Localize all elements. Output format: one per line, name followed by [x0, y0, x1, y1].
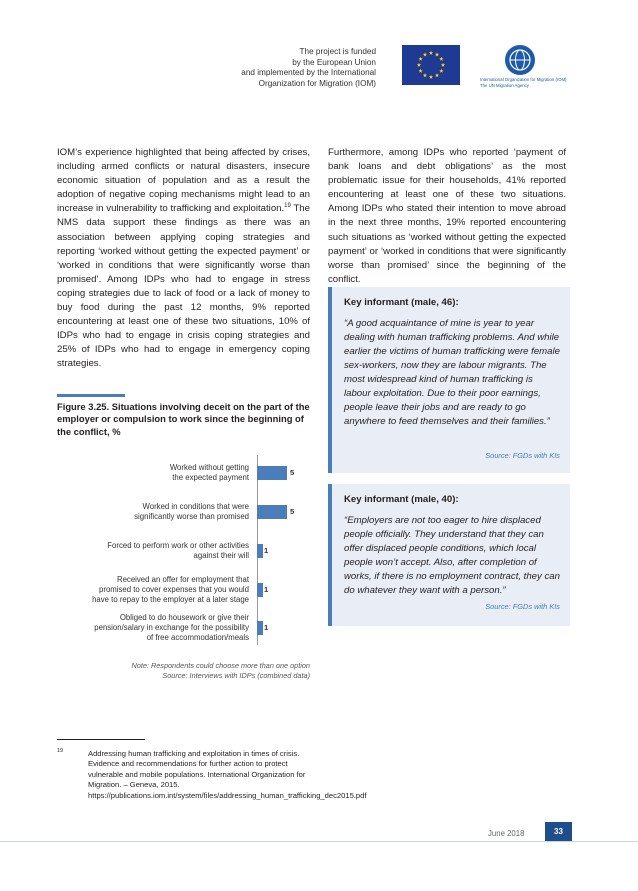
iom-tagline: The UN Migration Agency	[480, 82, 529, 88]
chart-data-label: 5	[290, 468, 295, 477]
eu-star-icon	[429, 75, 433, 79]
eu-star-icon	[417, 63, 421, 67]
chart-category-label	[49, 541, 249, 561]
footer-rule	[0, 841, 638, 842]
eu-star-icon	[419, 57, 423, 61]
iom-emblem-icon	[505, 45, 535, 75]
chart-category-label	[49, 502, 249, 522]
footnote-text: Addressing human trafficking and exploitation in times of crisis. Evidence and recommendations for further action to protect vulnerable and mobile populations. International Organization for Migration. – Geneva, 2015. https://publications.iom.int/system/files/addressing_human_trafficking_dec2015.pdf	[88, 749, 367, 800]
iom-full-name: International Organization for Migration (IOM)	[480, 77, 567, 82]
chart-bar	[257, 621, 263, 635]
page-number: 33	[545, 822, 572, 841]
key-informant-box	[328, 484, 570, 626]
left-column-text	[57, 146, 310, 372]
figure-accent-rule	[57, 394, 125, 397]
paragraph-part: The NMS data support these findings as there was an association between applying coping strategies and reporting ‘worked without getting the expected payment’ or ‘worked in conditions that were significantly worse than promised’. Among IDPs who had to engage in stress coping strategies due to lack of food or a lack of money to buy food during the past 12 months, 9% reported encountering at least one of these two situations, 10% of IDPs who had to engage in crisis coping strategies and 25% of IDPs who had to engage in emergency coping strategies.	[57, 203, 310, 370]
chart-bar	[257, 505, 287, 519]
chart-data-label: 1	[264, 546, 269, 555]
key-informant-quote: “A good acquaintance of mine is year to year dealing with human trafficking problems. And while earlier the victims of human trafficking were female sex-workers, now they are labour migrants. The most widespread kind of human trafficking is labour exploitation. Due to their poor earnings, people leave their jobs and are ready to go anywhere to feed themselves and their families.”	[344, 318, 560, 427]
eu-star-icon	[441, 63, 445, 67]
footnote-reference[interactable]: 19	[284, 203, 291, 210]
eu-flag-logo	[402, 45, 460, 85]
iom-logo	[480, 45, 567, 93]
chart-category-label	[49, 463, 249, 483]
key-informant-heading: Key informant (male, 46):	[344, 297, 459, 308]
chart-category-label-line: have to repay to the employer at a later stage	[92, 595, 249, 604]
quote-source: Source: FGDs with KIs	[485, 451, 560, 460]
chart-category-label-line: Obliged to do housework or give their	[119, 613, 249, 622]
eu-stars-icon	[402, 45, 460, 85]
chart-bar	[257, 544, 263, 558]
figure-source-line: Source: Interviews with IDPs (combined data)	[162, 671, 310, 680]
eu-star-icon	[423, 52, 427, 56]
chart-category-label-line: promised to cover expenses that you would	[99, 585, 249, 594]
chart-data-label: 5	[290, 507, 295, 516]
iom-globe-icon	[505, 45, 535, 75]
funding-statement	[241, 47, 376, 89]
chart-category-label	[49, 575, 249, 605]
chart-category-label-line: the expected payment	[172, 473, 249, 482]
quote-source: Source: FGDs with KIs	[485, 602, 560, 611]
figure-note	[57, 661, 310, 681]
chart-category-label-line: Received an offer for employment that	[116, 575, 249, 584]
chart-bar	[257, 583, 263, 597]
funding-line: by the European Union	[292, 57, 376, 67]
body-paragraph: Furthermore, among IDPs who reported ‘payment of bank loans and debt obligations’ as the most problematic issue for their households, 41% reported encountering at least one of these two situations. Among IDPs who stated their intention to move abroad in the next three months, 19% reported encountering such situations as ‘worked without getting the expected payment’ or ‘worked in conditions that were significantly worse than promised’ since the beginning of the conflict.	[328, 147, 566, 285]
bar-chart	[57, 455, 317, 645]
chart-category-label-line: Worked without getting	[169, 463, 249, 472]
eu-star-icon	[419, 69, 423, 73]
eu-star-icon	[435, 73, 439, 77]
footer-date: June 2018	[488, 829, 525, 838]
eu-star-icon	[429, 51, 433, 55]
funding-line: The project is funded	[299, 47, 376, 56]
key-informant-box	[328, 287, 570, 473]
chart-category-label	[49, 613, 249, 643]
eu-star-icon	[439, 57, 443, 61]
chart-data-label: 1	[264, 585, 269, 594]
figure-title: Figure 3.25. Situations involving deceit on the part of the employer or compulsion to work since the beginning of the conflict, %	[57, 401, 310, 437]
iom-name	[480, 77, 570, 88]
chart-category-label-line: pension/salary in exchange for the possibility	[94, 623, 249, 632]
footnote-rule	[57, 739, 145, 740]
eu-star-icon	[435, 52, 439, 56]
key-informant-quote: “Employers are not too eager to hire displaced people officially. They understand that they can offer displaced people conditions, which local people won’t accept. Also, after completion of works, if there is no employment contract, they can do whatever they want with a person.”	[344, 515, 560, 596]
chart-category-label-line: against their will	[193, 551, 249, 560]
funding-line: Organization for Migration (IOM)	[258, 78, 376, 88]
key-informant-heading: Key informant (male, 40):	[344, 494, 459, 505]
chart-category-label-line: Forced to perform work or other activities	[107, 541, 249, 550]
chart-data-label: 1	[264, 623, 269, 632]
figure-note-line: Note: Respondents could choose more than one option	[131, 661, 310, 670]
footnote	[57, 748, 367, 801]
eu-star-icon	[423, 73, 427, 77]
chart-category-label-line: Worked in conditions that were	[142, 502, 249, 511]
chart-category-label-line: significantly worse than promised	[134, 512, 249, 521]
footnote-number: 19	[57, 748, 64, 754]
eu-star-icon	[439, 69, 443, 73]
chart-category-label-line: of free accommodation/meals	[146, 633, 249, 642]
paragraph-part: IOM’s experience highlighted that being affected by crises, including armed conflicts or natural disasters, insecure economic situation of population and as a result the adoption of negative coping mechanisms might lead to an increase in vulnerability to trafficking and exploitation.	[57, 147, 310, 215]
right-column-text	[328, 146, 566, 287]
body-paragraph	[57, 146, 310, 372]
chart-bar	[257, 466, 287, 480]
funding-line: and implemented by the International	[241, 68, 376, 78]
